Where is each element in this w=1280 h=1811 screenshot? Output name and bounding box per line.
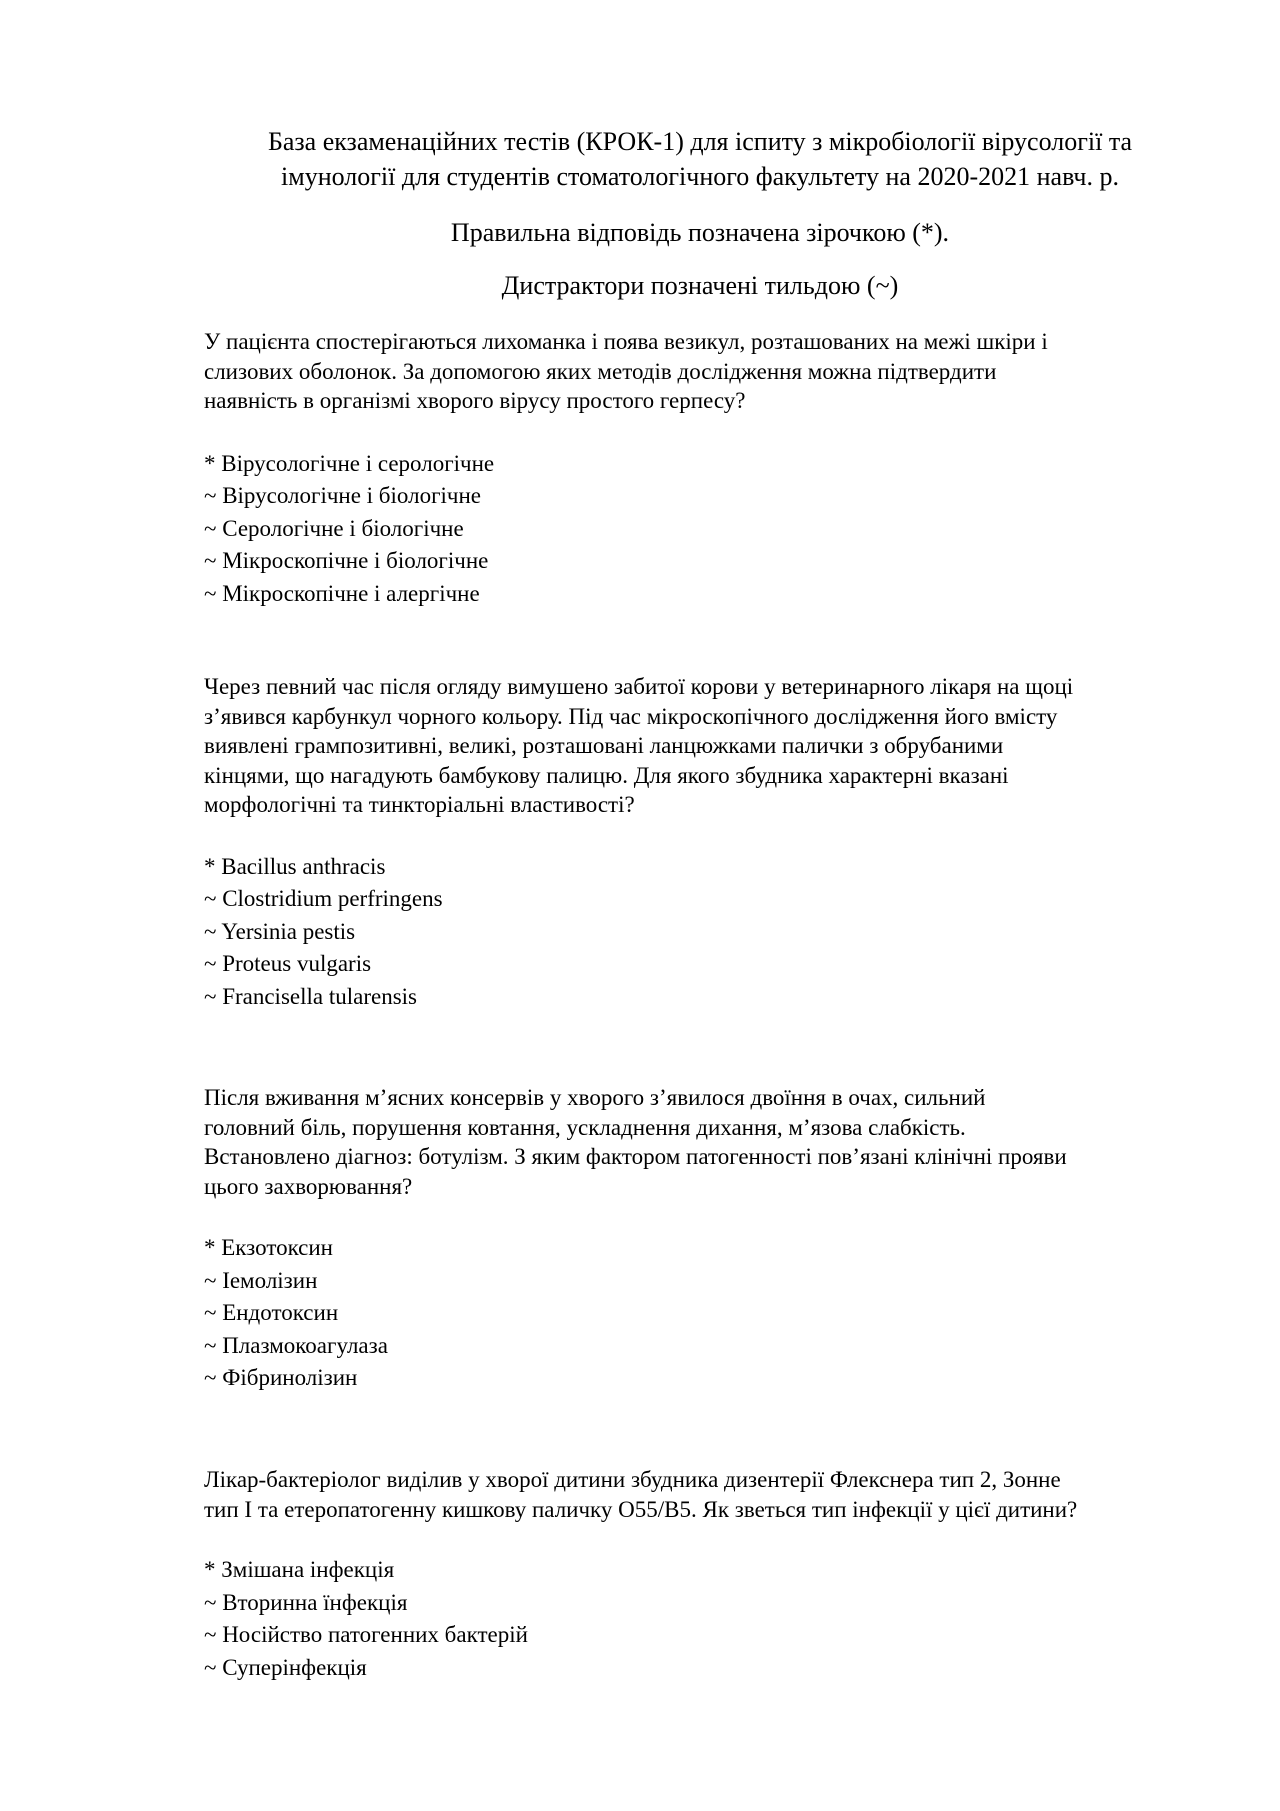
distractor-note-text: Дистрактори позначені тильдою (~) — [501, 271, 899, 300]
distractor-answer: ~ Плазмокоагулаза — [204, 1332, 388, 1358]
correct-answer-note — [150, 215, 1250, 250]
distractor-answer: ~ Ендотоксин — [204, 1300, 339, 1325]
answer-options — [204, 1232, 1204, 1395]
stem-line: головний біль, порушення ковтання, ускладнення дихання, м’язова слабкість. — [204, 1114, 966, 1140]
distractor-answer: ~ Вірусологічне і біологічне — [204, 483, 481, 508]
document-title — [150, 124, 1250, 194]
distractor-answer: ~ Серологічне і біологічне — [204, 515, 464, 541]
correct-answer: * Змішана інфекція — [204, 1557, 395, 1582]
distractor-answer: ~ Proteus vulgaris — [204, 951, 372, 976]
stem-line: Лікар-бактеріолог виділив у хворої дитини збудника дизентерії Флекснера тип 2, Зонне — [204, 1467, 1061, 1492]
question-stem — [204, 1465, 1204, 1524]
stem-line: кінцями, що нагадують бамбукову палицю. Для якого збудника характерні вказані — [204, 762, 1009, 788]
question-stem — [204, 1083, 1204, 1201]
question-2 — [204, 672, 1204, 1013]
question-stem — [204, 327, 1204, 416]
question-stem — [204, 672, 1204, 820]
distractor-answer: ~ Носійство патогенних бактерій — [204, 1622, 528, 1647]
stem-line: Через певний час після огляду вимушено забитої корови у ветеринарного лікаря на щоці — [204, 674, 1074, 699]
correct-answer: * Bacillus anthracis — [204, 853, 386, 879]
correct-answer: * Екзотоксин — [204, 1235, 333, 1260]
answer-options — [204, 448, 1204, 611]
correct-answer: * Вірусологічне і серологічне — [204, 450, 495, 476]
distractor-answer: ~ Іемолізин — [204, 1267, 318, 1293]
distractor-answer: ~ Clostridium perfringens — [204, 886, 443, 911]
stem-line: виявлені грампозитивні, великі, розташовані ланцюжками палички з обрубаними — [204, 733, 1004, 758]
answer-options — [204, 1554, 1204, 1684]
correct-answer-note-text: Правильна відповідь позначена зірочкою (*). — [450, 218, 950, 247]
stem-line: тип I та етеропатогенну кишкову паличку O55/B5. Як зветься тип інфекції у цієї дитини? — [204, 1496, 1078, 1522]
distractor-answer: ~ Вторинна їнфекція — [204, 1589, 408, 1615]
stem-line: з’явився карбункул чорного кольору. Під час мікроскопічного дослідження його вмісту — [204, 703, 1058, 729]
distractor-answer: ~ Yersinia pestis — [204, 918, 356, 944]
distractor-answer: ~ Francisella tularensis — [204, 983, 417, 1009]
distractor-answer: ~ Фібринолізин — [204, 1365, 358, 1390]
distractor-answer: ~ Мікроскопічне і біологічне — [204, 548, 489, 573]
question-1 — [204, 327, 1204, 610]
stem-line: морфологічні та тинкторіальні властивості? — [204, 792, 635, 817]
title-line-1: База екзаменаційних тестів (КРОК-1) для іспиту з мікробіології вірусології та — [267, 127, 1133, 156]
stem-line: слизових оболонок. За допомогою яких методів дослідження можна підтвердити — [204, 358, 997, 384]
question-4 — [204, 1465, 1204, 1684]
distractor-note — [150, 268, 1250, 303]
stem-line: Після вживання м’ясних консервів у хворого з’явилося двоїння в очах, сильний — [204, 1085, 986, 1110]
stem-line: наявність в організмі хворого вірусу простого герпесу? — [204, 388, 746, 413]
answer-options — [204, 851, 1204, 1014]
title-line-2: імунології для студентів стоматологічного факультету на 2020-2021 навч. р. — [281, 162, 1119, 191]
question-3 — [204, 1083, 1204, 1395]
stem-line: Встановлено діагноз: ботулізм. З яким фактором патогенності пов’язані клінічні прояви — [204, 1144, 1067, 1169]
distractor-answer: ~ Мікроскопічне і алергічне — [204, 580, 480, 606]
stem-line: цього захворювання? — [204, 1173, 413, 1199]
distractor-answer: ~ Суперінфекція — [204, 1654, 367, 1680]
stem-line: У пацієнта спостерігаються лихоманка і поява везикул, розташованих на межі шкіри і — [204, 329, 1048, 354]
